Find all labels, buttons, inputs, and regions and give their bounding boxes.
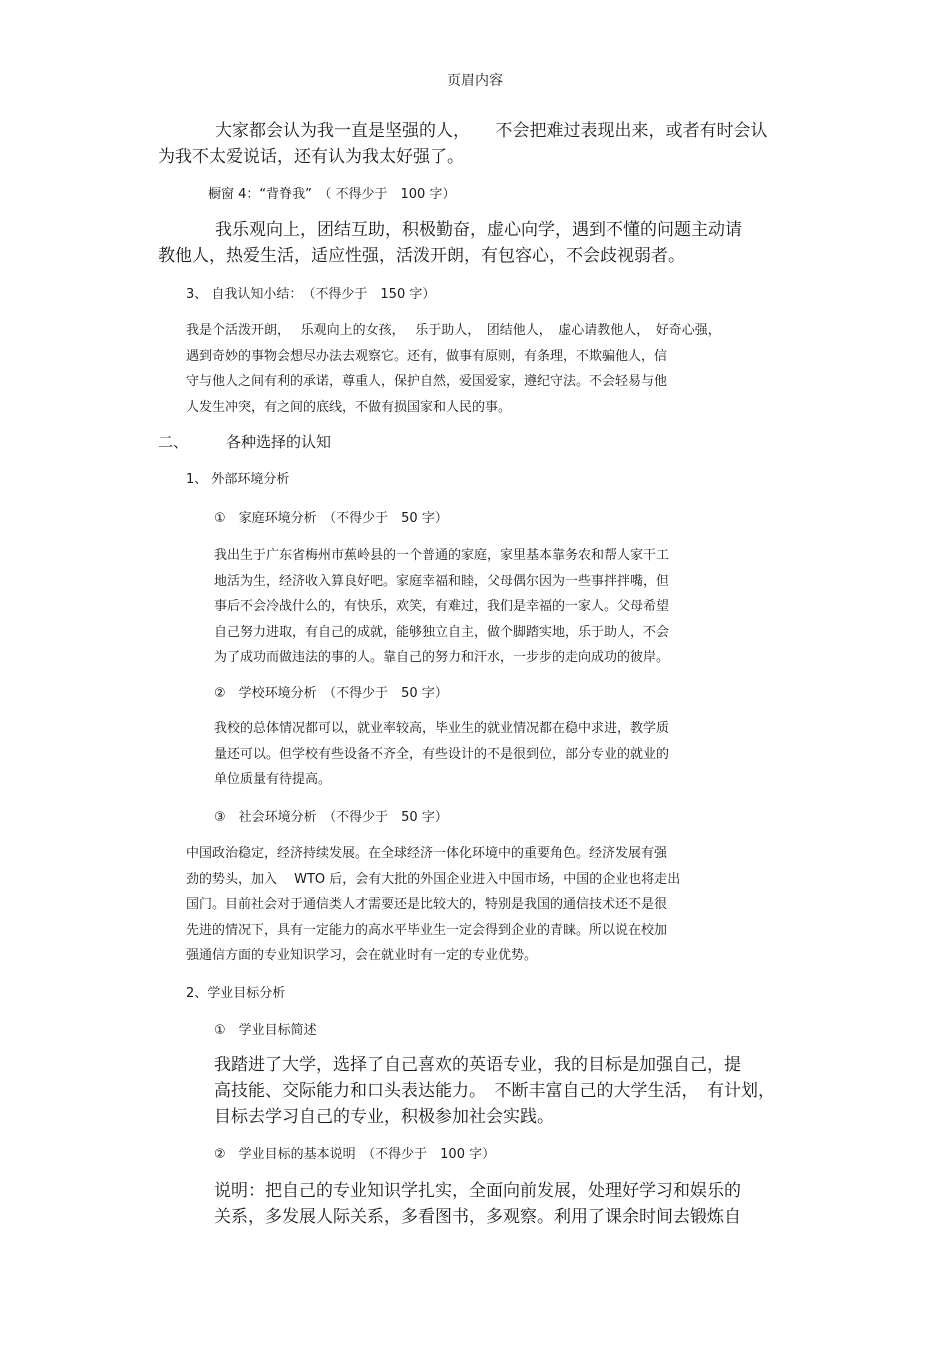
paragraph-line: 教他人，热爱生活，适应性强，活泼开朗，有包容心，不会歧视弱者。 <box>158 246 685 266</box>
paragraph-line: 我校的总体情况都可以，就业率较高，毕业生的就业情况都在稳中求进，教学质 <box>214 721 670 736</box>
goal-detail-heading: ② 学业目标的基本说明 （不得少于 100 字） <box>214 1147 496 1162</box>
goal-detail-paragraph <box>214 1178 741 1230</box>
paragraph-line: 先进的情况下，具有一定能力的高水平毕业生一定会得到企业的青睐。所以说在校加 <box>186 922 668 938</box>
paragraph-line: 关系，多发展人际关系，多看图书，多观察。利用了课余时间去锻炼自 <box>214 1207 741 1227</box>
paragraph-line: 我乐观向上，团结互助，积极勤奋，虚心向学，遇到不懂的问题主动请 <box>215 220 742 240</box>
external-analysis-heading: 1、 外部环境分析 <box>186 472 290 487</box>
paragraph-line: 中国政治稳定，经济持续发展。在全球经济一体化环境中的重要角色。经济发展有强 <box>186 846 668 861</box>
paragraph-line: 人发生冲突，有之间的底线，不做有损国家和人民的事。 <box>186 399 512 415</box>
paragraph-line: 事后不会冷战什么的，有快乐，欢笑，有难过，我们是幸福的一家人。父母希望 <box>214 599 670 614</box>
academic-goal-heading: 2、学业目标分析 <box>186 986 286 1001</box>
paragraph-line: 大家都会认为我一直是坚强的人， 不会把难过表现出来，或者有时会认 <box>215 121 768 141</box>
family-environment-paragraph <box>214 543 669 671</box>
paragraph-line: 说明：把自己的专业知识学扎实，全面向前发展，处理好学习和娱乐的 <box>214 1181 741 1201</box>
self-summary-paragraph <box>186 318 721 420</box>
self-summary-heading: 3、 自我认知小结： （不得少于 150 字） <box>186 287 436 302</box>
section-title: 各种选择的认知 <box>226 433 332 451</box>
family-environment-heading: ① 家庭环境分析 （不得少于 50 字） <box>214 511 448 526</box>
section-number: 二、 <box>158 433 189 451</box>
paragraph-line: 自己努力进取，有自己的成就，能够独立自主，做个脚踏实地，乐于助人，不会 <box>214 624 670 640</box>
goal-brief-heading: ① 学业目标简述 <box>214 1023 317 1038</box>
paragraph-line: 量还可以。但学校有些设备不齐全，有些设计的不是很到位，部分专业的就业的 <box>214 746 670 762</box>
paragraph-line: 高技能、交际能力和口头表达能力。 不断丰富自己的大学生活， 有计划， <box>214 1081 775 1101</box>
school-environment-heading: ② 学校环境分析 （不得少于 50 字） <box>214 686 448 701</box>
paragraph-line: 守与他人之间有利的承诺，尊重人，保护自然，爱国爱家，遵纪守法。不会轻易与他 <box>186 374 668 389</box>
page-header: 页眉内容 <box>447 73 503 89</box>
window4-heading: 橱窗 4：“背脊我” （ 不得少于 100 字） <box>208 187 456 202</box>
paragraph-line: 国门。目前社会对于通信类人才需要还是比较大的，特别是我国的通信技术还不是很 <box>186 897 668 912</box>
paragraph-line: 为我不太爱说话，还有认为我太好强了。 <box>158 147 464 167</box>
society-environment-paragraph <box>186 841 680 969</box>
society-environment-heading: ③ 社会环境分析 （不得少于 50 字） <box>214 810 448 825</box>
intro-paragraph <box>158 118 768 170</box>
self-description-paragraph <box>158 217 742 269</box>
paragraph-line: 我踏进了大学，选择了自己喜欢的英语专业，我的目标是加强自己，提 <box>214 1055 741 1075</box>
goal-brief-paragraph <box>214 1052 775 1130</box>
paragraph-line: 为了成功而做违法的事的人。靠自己的努力和汗水，一步步的走向成功的彼岸。 <box>214 650 670 665</box>
school-environment-paragraph <box>214 716 669 793</box>
paragraph-line: 单位质量有待提高。 <box>214 772 332 787</box>
paragraph-line: 地活为生，经济收入算良好吧。家庭幸福和睦，父母偶尔因为一些事拌拌嘴，但 <box>214 573 670 589</box>
paragraph-line: 强通信方面的专业知识学习，会在就业时有一定的专业优势。 <box>186 948 538 963</box>
paragraph-line: 目标去学习自己的专业，积极参加社会实践。 <box>214 1107 554 1127</box>
paragraph-line: 劲的势头，加入 WTO 后，会有大批的外国企业进入中国市场，中国的企业也将走出 <box>186 871 681 887</box>
paragraph-line: 遇到奇妙的事物会想尽办法去观察它。还有，做事有原则，有条理，不欺骗他人，信 <box>186 348 668 364</box>
paragraph-line: 我出生于广东省梅州市蕉岭县的一个普通的家庭，家里基本靠务农和帮人家干工 <box>214 548 670 563</box>
paragraph-line: 我是个活泼开朗， 乐观向上的女孩， 乐于助人， 团结他人， 虚心请教他人， 好奇心强， <box>186 323 721 338</box>
